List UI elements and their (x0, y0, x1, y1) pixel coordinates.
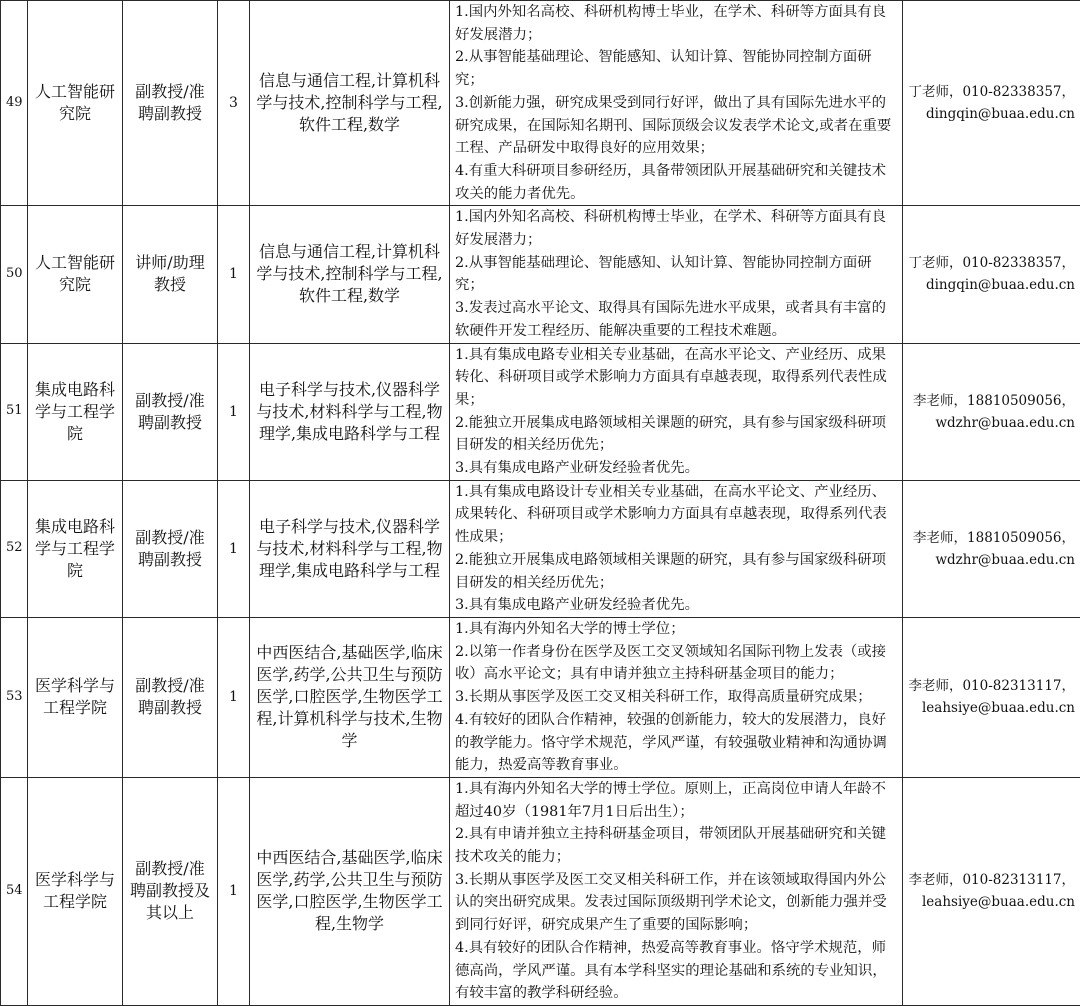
majors-cell: 电子科学与技术,仪器科学与技术,材料科学与工程,物理学,集成电路科学与工程 (250, 343, 450, 480)
requirements-cell (450, 777, 903, 1005)
row-number: 50 (1, 206, 28, 343)
majors-cell: 中西医结合,基础医学,临床医学,药学,公共卫生与预防医学,口腔医学,生物医学工程,计算机科学与技术,生物学 (250, 617, 450, 777)
row-number: 51 (1, 343, 28, 480)
position-cell: 讲师/助理教授 (123, 206, 218, 343)
requirement-item: 1.国内外知名高校、科研机构博士毕业，在学术、科研等方面具有良好发展潜力； (455, 206, 897, 251)
requirement-item: 1.具有海内外知名大学的博士学位。原则上，正高岗位申请人年龄不超过40岁（1981年7月1日后出生）； (455, 778, 897, 823)
contact-name-phone: 丁老师，010-82338357， (908, 252, 1075, 274)
position-cell: 副教授/准聘副教授 (123, 480, 218, 617)
contact-cell (903, 617, 1080, 777)
department-cell: 人工智能研究院 (28, 206, 123, 343)
headcount-cell: 1 (218, 480, 250, 617)
row-number: 54 (1, 777, 28, 1005)
requirements-cell (450, 617, 903, 777)
row-number: 52 (1, 480, 28, 617)
position-cell: 副教授/准聘副教授 (123, 1, 218, 206)
contact-name-phone: 李老师，010-82313117， (908, 675, 1075, 697)
position-cell: 副教授/准聘副教授 (123, 343, 218, 480)
department-cell: 医学科学与工程学院 (28, 617, 123, 777)
requirement-item: 2.能独立开展集成电路领域相关课题的研究，具有参与国家级科研项目研发的相关经历优先； (455, 412, 897, 457)
requirement-item: 2.具有申请并独立主持科研基金项目，带领团队开展基础研究和关键技术攻关的能力； (455, 823, 897, 868)
majors-cell: 中西医结合,基础医学,临床医学,药学,公共卫生与预防医学,口腔医学,生物医学工程,生物学 (250, 777, 450, 1005)
row-number: 53 (1, 617, 28, 777)
table-row (1, 777, 1080, 1005)
contact-cell (903, 1, 1080, 206)
contact-name-phone: 丁老师，010-82338357， (908, 81, 1075, 103)
contact-cell (903, 777, 1080, 1005)
requirement-item: 4.有较好的团队合作精神，较强的创新能力，较大的发展潜力，良好的教学能力。恪守学术规范，学风严谨，有较强敬业精神和沟通协调能力，热爱高等教育事业。 (455, 709, 897, 777)
position-cell: 副教授/准聘副教授及其以上 (123, 777, 218, 1005)
headcount-cell: 3 (218, 1, 250, 206)
requirements-cell (450, 206, 903, 343)
department-cell: 人工智能研究院 (28, 1, 123, 206)
headcount-cell: 1 (218, 343, 250, 480)
contact-email: dingqin@buaa.edu.cn (908, 274, 1075, 296)
requirement-item: 1.国内外知名高校、科研机构博士毕业，在学术、科研等方面具有良好发展潜力； (455, 1, 897, 46)
requirement-item: 2.能独立开展集成电路领域相关课题的研究，具有参与国家级科研项目研发的相关经历优先； (455, 549, 897, 594)
contact-cell (903, 206, 1080, 343)
requirement-item: 1.具有集成电路专业相关专业基础，在高水平论文、产业经历、成果转化、科研项目或学术影响力方面具有卓越表现，取得系列代表性成果； (455, 344, 897, 412)
contact-cell (903, 343, 1080, 480)
contact-email: leahsiye@buaa.edu.cn (908, 891, 1075, 913)
requirement-item: 3.具有集成电路产业研发经验者优先。 (455, 457, 897, 480)
requirement-item: 3.创新能力强，研究成果受到同行好评，做出了具有国际先进水平的研究成果，在国际知名期刊、国际顶级会议发表学术论文,或者在重要工程、产品研发中取得良好的应用效果； (455, 92, 897, 160)
contact-email: wdzhr@buaa.edu.cn (908, 412, 1075, 434)
requirement-item: 2.以第一作者身份在医学及医工交叉领域知名国际刊物上发表（或接收）高水平论文；具有申请并独立主持科研基金项目的能力； (455, 641, 897, 686)
majors-cell: 信息与通信工程,计算机科学与技术,控制科学与工程,软件工程,数学 (250, 206, 450, 343)
requirement-item: 4.具有较好的团队合作精神，热爱高等教育事业。恪守学术规范，师德高尚，学风严谨。具有本学科坚实的理论基础和系统的专业知识，有较丰富的教学科研经验。 (455, 937, 897, 1005)
contact-name-phone: 李老师，010-82313117， (908, 869, 1075, 891)
department-cell: 集成电路科学与工程学院 (28, 343, 123, 480)
requirements-cell (450, 1, 903, 206)
table-row (1, 206, 1080, 343)
contact-cell (903, 480, 1080, 617)
headcount-cell: 1 (218, 777, 250, 1005)
requirement-item: 3.具有集成电路产业研发经验者优先。 (455, 594, 897, 617)
headcount-cell: 1 (218, 206, 250, 343)
majors-cell: 信息与通信工程,计算机科学与技术,控制科学与工程,软件工程,数学 (250, 1, 450, 206)
table-row (1, 343, 1080, 480)
contact-name-phone: 李老师，18810509056， (908, 527, 1075, 549)
contact-email: dingqin@buaa.edu.cn (908, 103, 1075, 125)
requirement-item: 3.长期从事医学及医工交叉相关科研工作，取得高质量研究成果； (455, 686, 897, 709)
requirement-item: 1.具有集成电路设计专业相关专业基础，在高水平论文、产业经历、成果转化、科研项目或学术影响力方面具有卓越表现，取得系列代表性成果； (455, 481, 897, 549)
contact-name-phone: 李老师，18810509056， (908, 390, 1075, 412)
headcount-cell: 1 (218, 617, 250, 777)
table-row (1, 1, 1080, 206)
table-row (1, 480, 1080, 617)
requirement-item: 4.有重大科研项目参研经历，具备带领团队开展基础研究和关键技术攻关的能力者优先。 (455, 160, 897, 205)
contact-email: wdzhr@buaa.edu.cn (908, 549, 1075, 571)
requirements-cell (450, 343, 903, 480)
table-row (1, 617, 1080, 777)
contact-email: leahsiye@buaa.edu.cn (908, 697, 1075, 719)
requirement-item: 3.长期从事医学及医工交叉相关科研工作，并在该领域取得国内外公认的突出研究成果。发表过国际顶级期刊学术论文，创新能力强并受到同行好评，研究成果产生了重要的国际影响； (455, 869, 897, 937)
position-cell: 副教授/准聘副教授 (123, 617, 218, 777)
table-body (1, 1, 1080, 1006)
requirement-item: 3.发表过高水平论文、取得具有国际先进水平成果，或者具有丰富的软硬件开发工程经历、能解决重要的工程技术难题。 (455, 297, 897, 342)
department-cell: 医学科学与工程学院 (28, 777, 123, 1005)
majors-cell: 电子科学与技术,仪器科学与技术,材料科学与工程,物理学,集成电路科学与工程 (250, 480, 450, 617)
department-cell: 集成电路科学与工程学院 (28, 480, 123, 617)
requirement-item: 1.具有海内外知名大学的博士学位； (455, 618, 897, 641)
requirements-cell (450, 480, 903, 617)
requirement-item: 2.从事智能基础理论、智能感知、认知计算、智能协同控制方面研究； (455, 46, 897, 91)
requirement-item: 2.从事智能基础理论、智能感知、认知计算、智能协同控制方面研究； (455, 252, 897, 297)
row-number: 49 (1, 1, 28, 206)
